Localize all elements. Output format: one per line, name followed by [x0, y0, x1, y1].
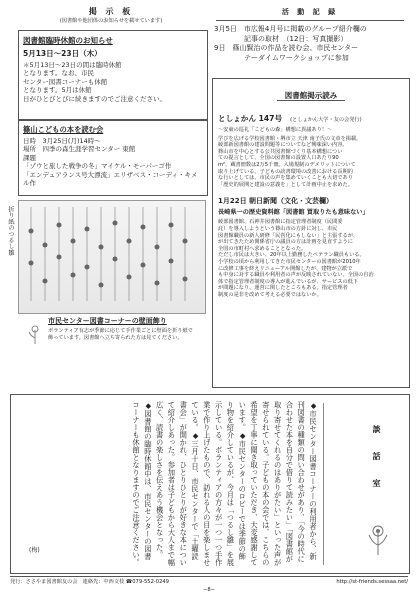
column-text: ◆市民センター図書コーナーの利用者から、新刊図書の種類の問い合わせがあり、「今の時代に合わせた本を自分で借りて読みたい」「図書館が取り寄せてくれるのはありがたい」といった声が寄せられている。子どもの本の会では、こちらの希望を丁寧に聞き取っていただき、大変感謝しています。◆市民センターのロビーでは季節の飾り物を紹介しているが、今月は「つるし雛」を展示している。ボランティアの方々が一つ一つ手作業で作り上げたもので、訪れる人の目を楽しませている。◆三月十日、市民センターで「土曜読書会」が開かれ、ひとりひとりが好きな本について紹介しあった。参加者は子どもから大人まで幅広く、読書の楽しさを伝えあう機会となった。◆図書館の臨時休館中は、市民センターの図書コーナーも休館となりますのでご注意ください。 [132, 401, 318, 566]
wall-decoration-photo [18, 200, 206, 314]
footer-publisher: 発行：ささやま図書館友の会 連絡先：中西文枝 ☎079-552-0249 [10, 579, 169, 585]
activity-title: 活 動 記 録 [281, 8, 339, 16]
closure-date: 5月13日〜23日（木） [23, 49, 102, 58]
reading-club-details: 日時 3月25日(月)14時〜 場所 四季の森生涯学習センター 東館 課題 「ゾウと旅した戦争の冬」マイケル・モーパーゴ作 「エンデュアランス号大漂流」エリザベス・コーディ・キメル作 [23, 137, 198, 188]
footer [10, 576, 408, 593]
issue-body: 学びを広げる学校図書館・堺市立 天津 南子氏の文章を掲載。 綾部新図書館の建設問題等についてなど興味深い内容。 篠山市を中心とする公共図書館づくり基本構想につい ての提言として、全国の図書館の設置人口あたり90 m²、蔵書冊数は2万5千冊。入場規制のデメリットについて 取り上げている。子どもの読書環境の改善における長期的 な行いとしては、市民の声を集めていくことも大切であり 「歴史的展開と建設の意義を」として計画中止を求めた。 [218, 135, 362, 188]
photo-side-caption: 折り紙のつるし雛 [7, 206, 14, 256]
reading-club-box [18, 120, 208, 196]
article-head: 1月22日 朝日新聞（文化・文芸欄） [218, 197, 334, 206]
bulletin-title: 掲 示 板 [88, 7, 134, 16]
photo-caption-body: ボランティア有志が季節に応じて手作業ごとに壁面を折り紙で 飾っています。図書館へ立ち寄られた方は見てください。 [48, 328, 193, 341]
issue-sub: 〜安東の巡礼「こどもの森」構想に異議あり！〜 [218, 127, 333, 133]
flower-decoration-left-icon [26, 324, 44, 346]
issue-title: としょかん 147号 [218, 114, 283, 123]
reading-club-title: 篠山こどもの本を読む会 [23, 125, 104, 134]
column-title: 談 話 室 [372, 425, 381, 492]
article-sub: 長崎県一の歴史資料館「図書館 買取りたも意味ない」 [218, 209, 369, 217]
reading-title: 図書館掲示読み [277, 91, 346, 101]
reading-section [212, 78, 410, 388]
column-box [10, 394, 410, 574]
flower-decoration-icon [363, 521, 393, 557]
bulletin-section [18, 6, 204, 25]
closure-body: ＊5月13日〜23日の間は臨時休館 となります。なお、市民 センター図書コーナーも休館 となります。5月は休館 日がひとびとびに続きますのでご注意ください。 [23, 61, 166, 103]
article-body: 綾部図書館、石神井図書館に指定管理者制度（民間委 託）を導入しようという篠山市の方針に対し、市民 図書館職員の新人研修「民営化にもしない」と主張するが、 が出てきたため関係省庁の議員の方は計画を見直すように 全国の市町村へ求めることとなった。 ただし市民は大きい、20年以上勤務したベテラン職員もいる。 小学校の頃から利用してきた市民センターの図書館が2010年 に改修工事を終えリニューアル開館したが、建物が立派で も中身に対する職員や利用者の声が反映されていない、全国の自治 体で指定管理者制度の導入が進んでいるが、サービスの低下 が問題になり、運営に関したところもある。指定管理者 制度の是非を改めて考える必要ではないか。 [218, 219, 374, 298]
closure-title: 図書館臨時休館のお知らせ [23, 36, 113, 45]
activity-section [214, 7, 406, 63]
footer-url[interactable]: http://st-friends.sessaa.net/ [336, 579, 408, 585]
bulletin-subtitle: (図書館や他団体のお知らせを載せています) [59, 18, 163, 24]
photo-caption [48, 316, 204, 341]
activity-lines: 3月5日 市広報4月号に掲載のグループ紹介欄の 記事の取材 （12日：写真撮影） 9日 篠山賢治の作品を読む会、市民センター テーダイムワークショップに参加 [214, 25, 367, 62]
closure-notice-box [18, 30, 208, 120]
photo-caption-title: 市民センター図書コーナーの壁面飾り [48, 317, 167, 325]
column-signature: (梅) [29, 547, 40, 554]
footer-page: −8− [203, 586, 215, 593]
issue-note: (としょかん大学・友の会発行) [290, 117, 362, 123]
